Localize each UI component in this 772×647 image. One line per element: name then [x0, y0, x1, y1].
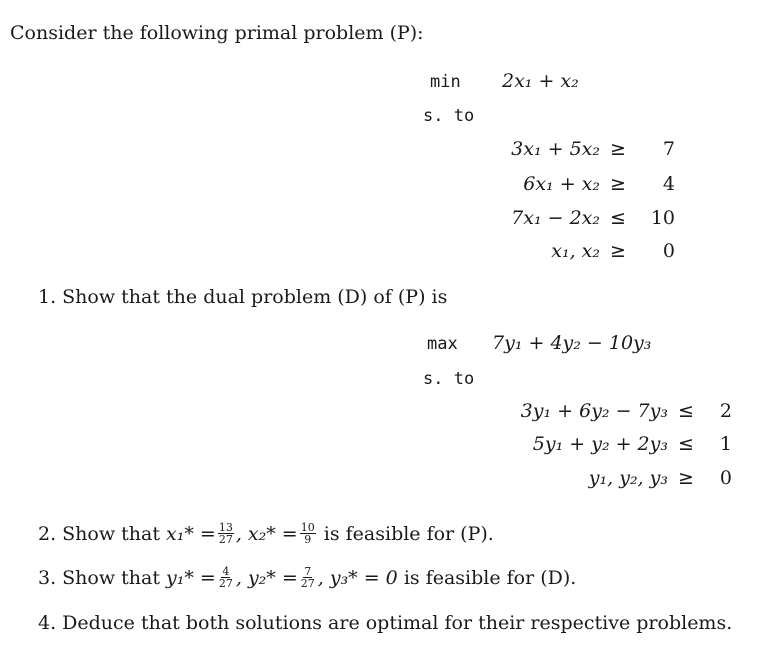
item-3-y1-numerator: 4 — [222, 565, 230, 578]
item-3-y2-fraction — [300, 566, 316, 589]
dual-constraint-3-lhs: y₁, y₂, y₃ — [588, 467, 668, 489]
dual-constraint-3-rhs: 0 — [719, 467, 732, 489]
primal-constraint-4-rel: ≥ — [610, 240, 626, 262]
item-2-suffix: is feasible for (P). — [323, 522, 494, 545]
item-3-y2-numerator: 7 — [304, 565, 312, 578]
item-3 — [38, 566, 576, 589]
primal-constraint-4-lhs: x₁, x₂ — [551, 240, 600, 262]
item-2-x2-label: , x₂* = — [235, 522, 298, 545]
primal-constraint-3-rel: ≤ — [610, 207, 626, 229]
dual-constraint-1-rel: ≤ — [678, 400, 694, 422]
item-2-x1-numerator: 13 — [218, 521, 233, 534]
primal-constraint-1-rel: ≥ — [610, 138, 626, 160]
item-3-suffix: is feasible for (D). — [403, 566, 577, 589]
primal-subject-to: s. to — [423, 106, 475, 126]
item-3-prefix: 3. Show that — [38, 566, 160, 589]
dual-constraint-2-rel: ≤ — [678, 433, 694, 455]
primal-constraint-4-rhs: 0 — [662, 240, 675, 262]
item-3-y2-denominator: 27 — [300, 577, 315, 590]
primal-constraint-2-lhs: 6x₁ + x₂ — [523, 173, 600, 195]
dual-objective: 7y₁ + 4y₂ − 10y₃ — [492, 332, 652, 354]
dual-objective-keyword: max — [427, 334, 458, 354]
intro-text: Consider the following primal problem (P): — [10, 22, 424, 44]
primal-constraint-3-lhs: 7x₁ − 2x₂ — [511, 207, 600, 229]
dual-constraint-1-lhs: 3y₁ + 6y₂ − 7y₃ — [520, 400, 668, 422]
item-2-x1-fraction — [218, 522, 234, 545]
dual-subject-to: s. to — [423, 369, 475, 389]
item-2-x2-denominator: 9 — [304, 533, 312, 546]
item-2-prefix: 2. Show that — [38, 522, 160, 545]
item-3-y1-denominator: 27 — [218, 577, 233, 590]
dual-constraint-1-rhs: 2 — [719, 400, 732, 422]
item-3-y3-label: , y₃* = 0 — [317, 566, 398, 589]
item-3-y1-fraction — [218, 566, 234, 589]
item-2 — [38, 522, 494, 545]
item-4-text: 4. Deduce that both solutions are optimal for their respective problems. — [38, 612, 733, 634]
dual-constraint-3-rel: ≥ — [678, 467, 694, 489]
primal-constraint-1-lhs: 3x₁ + 5x₂ — [511, 138, 600, 160]
primal-objective-keyword: min — [430, 72, 461, 92]
primal-constraint-3-rhs: 10 — [650, 207, 675, 229]
primal-constraint-1-rhs: 7 — [662, 138, 675, 160]
item-3-y1-label: y₁* = — [166, 566, 216, 589]
item-2-x2-fraction — [300, 522, 316, 545]
primal-constraint-2-rel: ≥ — [610, 173, 626, 195]
item-3-y2-label: , y₂* = — [235, 566, 298, 589]
item-2-x2-numerator: 10 — [300, 521, 315, 534]
primal-objective: 2x₁ + x₂ — [502, 70, 579, 92]
item-2-x1-label: x₁* = — [166, 522, 216, 545]
item-1-text: 1. Show that the dual problem (D) of (P) is — [38, 286, 448, 308]
dual-constraint-2-lhs: 5y₁ + y₂ + 2y₃ — [532, 433, 668, 455]
item-2-x1-denominator: 27 — [218, 533, 233, 546]
dual-constraint-2-rhs: 1 — [719, 433, 732, 455]
primal-constraint-2-rhs: 4 — [662, 173, 675, 195]
